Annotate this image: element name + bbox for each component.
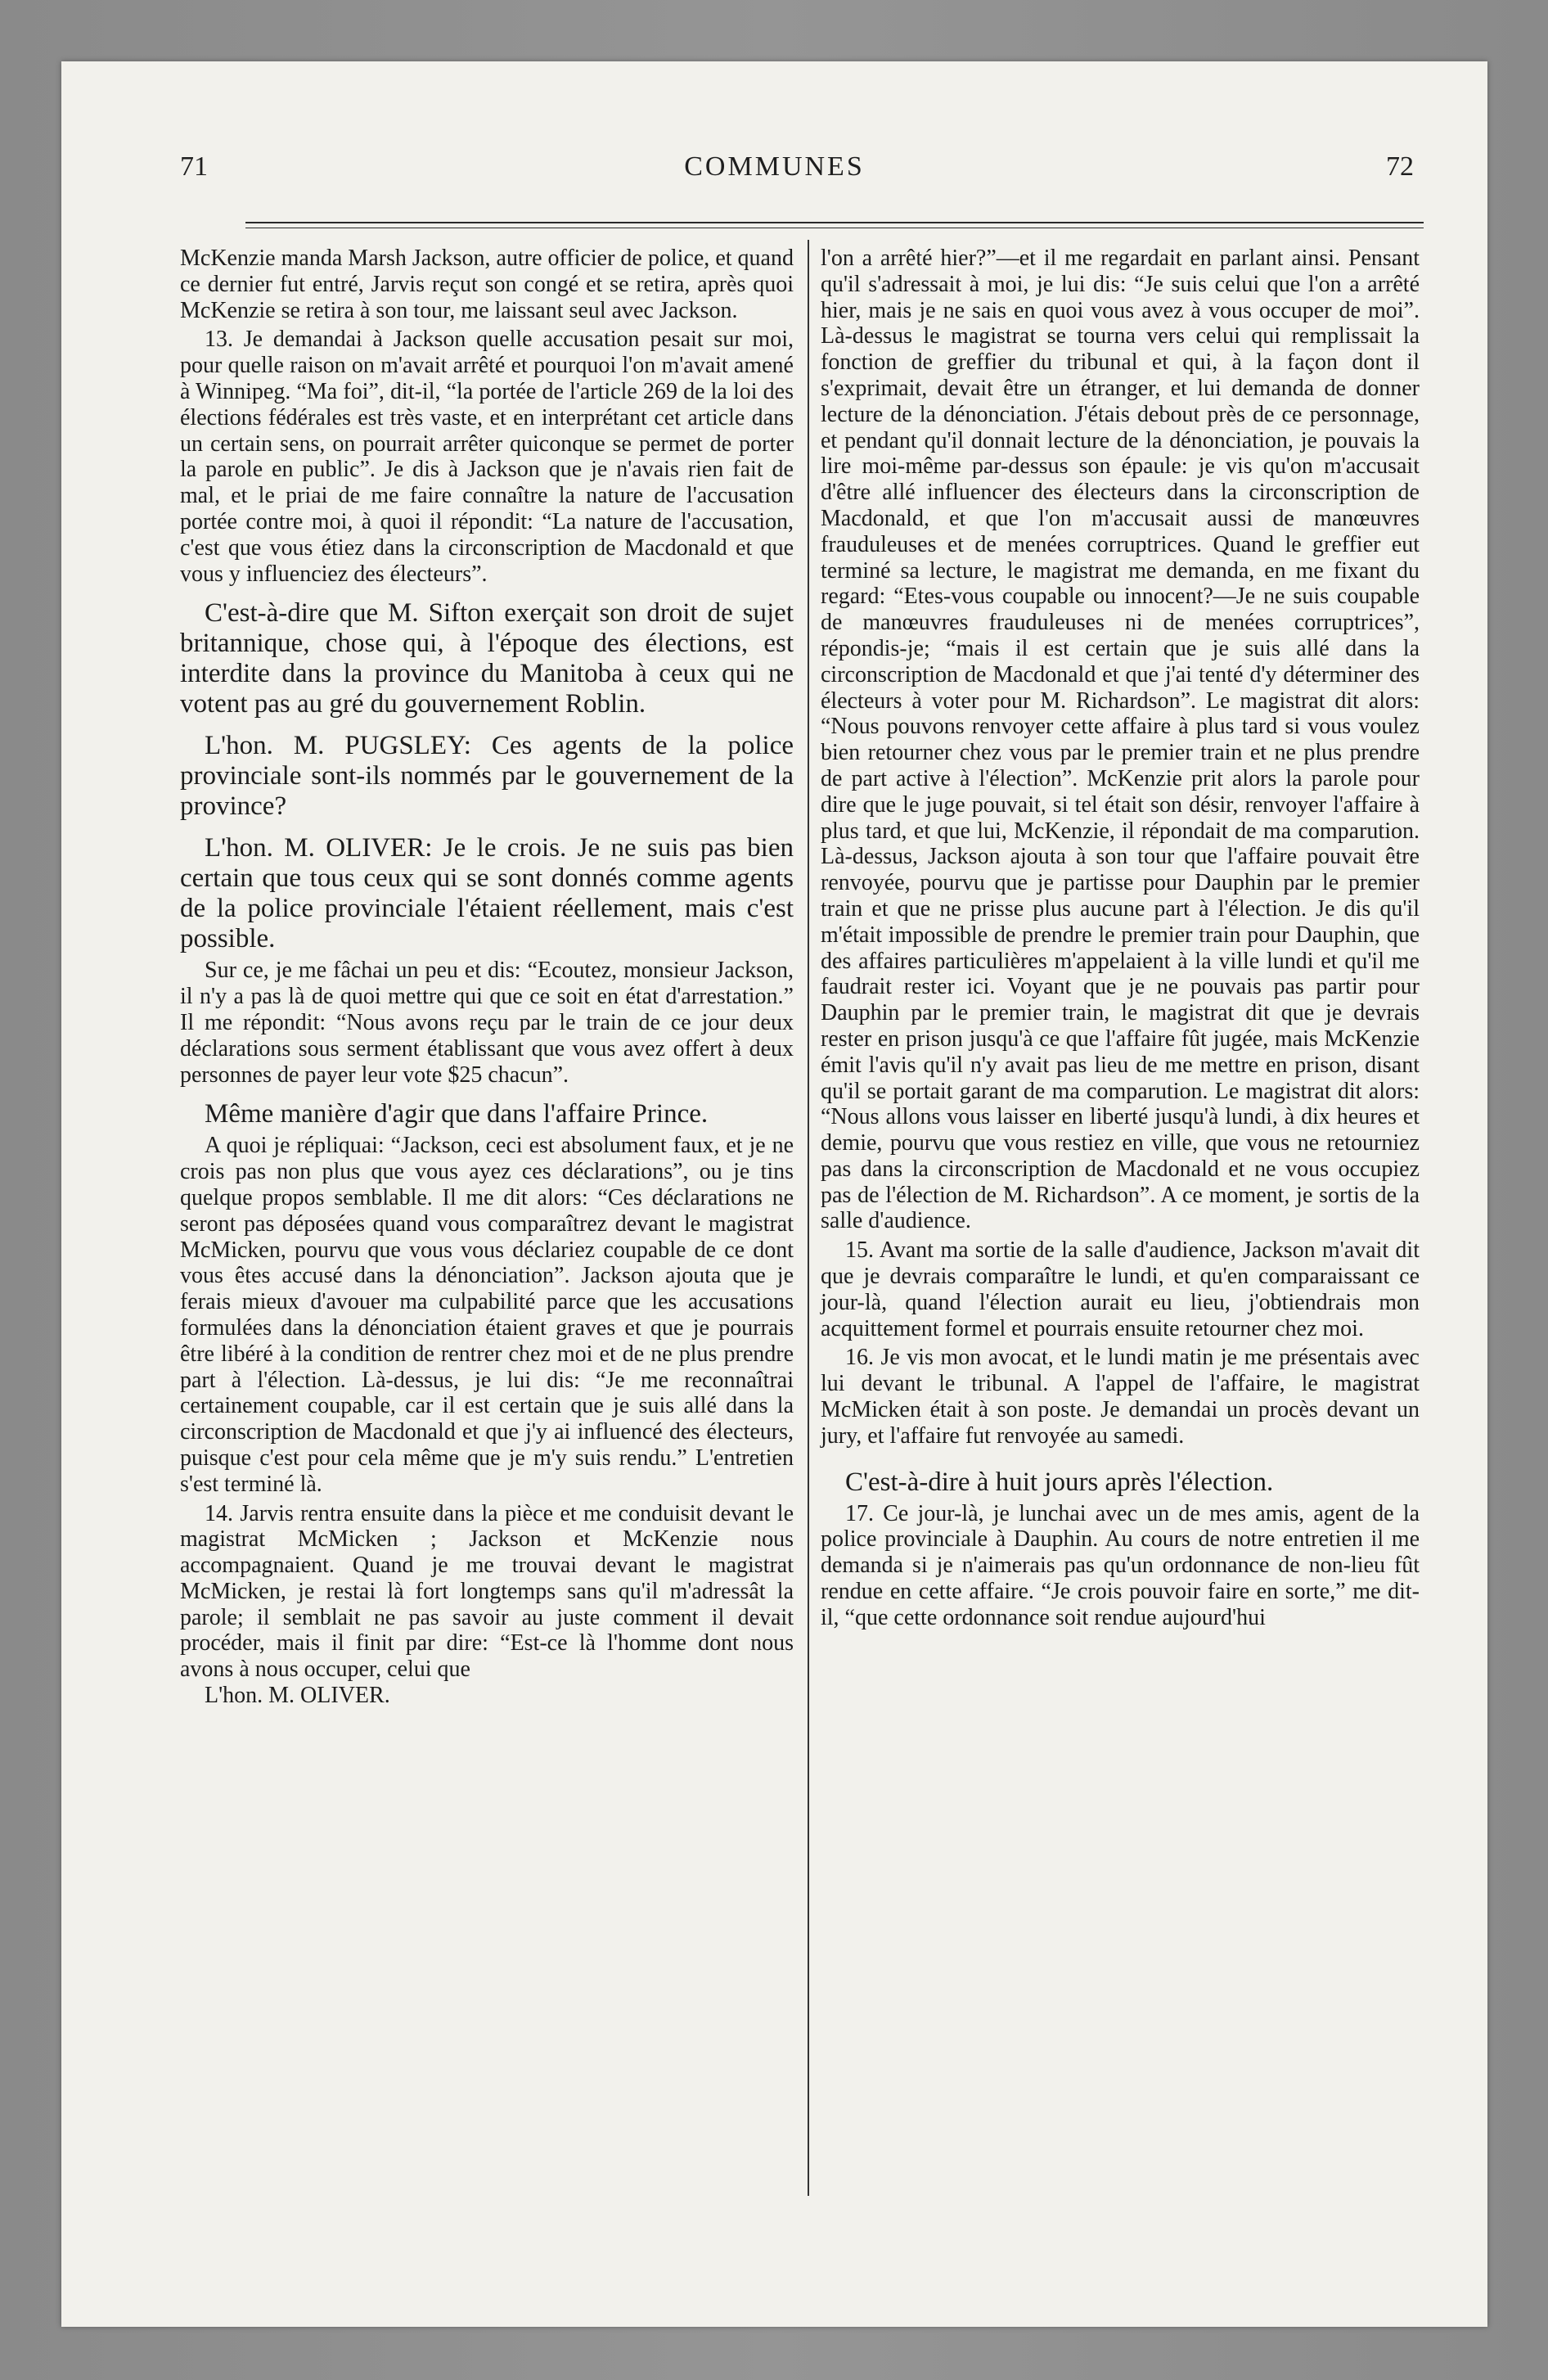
commentary-paragraph: C'est-à-dire à huit jours après l'élection. (845, 1467, 1274, 1497)
paragraph-14: 14. Jarvis rentra ensuite dans la pièce et me conduisit devant le magistrat McMicken ; Jackson et McKenzie nous accompagnaient. Quand je me trouvai devant le magistrat McMicken, je restai là fort longtemps sans qu'il m'adressât la parole; il semblait ne pas savoir au juste comment il devait procéder, mais il finit par dire: “Est-ce là l'homme dont nous avons à nous occuper, celui que (180, 1500, 794, 1683)
document-page (61, 61, 1487, 2327)
paragraph-15: 15. Avant ma sortie de la salle d'audience, Jackson m'avait dit que je devrais comparaître le lundi, et qu'en comparaissant ce jour-là, quand l'élection aurait eu lieu, j'obtiendrais mon acquittement formel et pourrais ensuite retourner chez moi. (821, 1237, 1420, 1341)
page-number-left: 71 (180, 151, 208, 182)
paragraph-13: 13. Je demandai à Jackson quelle accusation pesait sur moi, pour quelle raison on m'avait arrêté et pourquoi l'on m'avait amené à Winnipeg. “Ma foi”, dit-il, “la portée de l'article 269 de la loi des élections fédérales est très vaste, et en interprétant cet article dans un certain sens, on pourrait arrêter quiconque se permet de porter la parole en public”. Je dis à Jackson que je n'avais rien fait de mal, et le priai de me faire connaître la nature de l'accusation portée contre moi, à quoi il répondit: “La nature de l'accusation, c'est que vous étiez dans la circonscription de Macdonald et que vous y influenciez des électeurs”. (180, 327, 794, 587)
paragraph: McKenzie manda Marsh Jackson, autre officier de police, et quand ce dernier fut entré, Jarvis reçut son congé et se retira, après quoi McKenzie se retira à son tour, me laissant seul avec Jackson. (180, 246, 794, 323)
speaker-footer: L'hon. M. OLIVER. (205, 1683, 390, 1709)
left-column (180, 246, 794, 1709)
right-column (821, 246, 1420, 1631)
header-rule (245, 222, 1424, 223)
paragraph: l'on a arrêté hier?”—et il me regardait en parlant ainsi. Pensant qu'il s'adressait à moi, je lui dis: “Je suis celui que l'on a arrêté hier, mais je ne sais en quoi vous avez à vous occuper de moi”. Là-dessus le magistrat se tourna vers celui qui remplissait la fonction de greffier du tribunal et qui, à la façon dont il s'exprimait, devait être un étranger, et lui demanda de donner lecture de la dénonciation. J'étais debout près de ce personnage, et pendant qu'il donnait lecture de la dénonciation, je pouvais la lire moi-même par-dessus son épaule: je vis qu'on m'accusait d'être allé influencer des électeurs dans la circonscription de Macdonald, et que l'on m'accusait aussi de manœuvres frauduleuses et de menées corruptrices. Quand le greffier eut terminé sa lecture, le magistrat me demanda, en me fixant du regard: “Etes-vous coupable ou innocent?—Je ne suis coupable de manœuvres frauduleuses ni de menées corruptrices”, répondis-je; “mais il est certain que je suis allé dans la circonscription de Macdonald et que j'ai tenté d'y déterminer des électeurs à voter pour M. Richardson”. Le magistrat dit alors: “Nous pouvons renvoyer cette affaire à plus tard si vous voulez bien retourner chez vous par le premier train et ne plus prendre de part active à l'élection”. McKenzie prit alors la parole pour dire que le juge pouvait, si tel était son désir, renvoyer l'affaire à plus tard, et que lui, McKenzie, il répondait de ma comparution. Là-dessus, Jackson ajouta à son tour que l'affaire pouvait être renvoyée, pourvu que je partisse pour Dauphin par le premier train et que ne prisse plus aucune part à l'élection. Je dis qu'il m'était impossible de prendre le premier train pour Dauphin, que des affaires particulières m'appelaient à la ville lundi et qu'il me faudrait rester ici. Voyant que je ne pouvais pas partir pour Dauphin par le premier train, le magistrat dit que je devrais rester en prison jusqu'à ce que l'affaire fût jugée, mais McKenzie émit l'avis qu'il n'y avait pas lieu de me mettre en prison, disant qu'il se portait garant de ma comparution. Le magistrat dit alors: “Nous allons vous laisser en liberté jusqu'à lundi, à dix heures et demie, pourvu que vous restiez en ville, que vous ne retourniez pas dans la circonscription de Macdonald et ne vous occupiez pas de l'élection de M. Richardson”. A ce moment, je sortis de la salle d'audience. (821, 246, 1420, 1234)
column-divider (808, 240, 809, 2196)
paragraph-17: 17. Ce jour-là, je lunchai avec un de mes amis, agent de la police provinciale à Dauphin. Au cours de notre entretien il me demanda si je n'aimerais pas qu'un ordonnance de non-lieu fût rendue en cette affaire. “Je crois pouvoir faire en sorte,” me dit-il, “que cette ordonnance soit rendue aujourd'hui (821, 1500, 1420, 1630)
paragraph-16: 16. Je vis mon avocat, et le lundi matin je me présentais avec lui devant le tribunal. A l'appel de l'affaire, le magistrat McMicken était à son poste. Je demandai un procès devant un jury, et l'affaire fut renvoyée au samedi. (821, 1345, 1420, 1449)
speaker-oliver: L'hon. M. OLIVER: Je le crois. Je ne suis pas bien certain que tous ceux qui se sont donnés comme agents de la police provinciale l'étaient réellement, mais c'est possible. (180, 833, 794, 954)
page-number-right: 72 (1386, 151, 1414, 182)
commentary-paragraph: C'est-à-dire que M. Sifton exerçait son droit de sujet britannique, chose qui, à l'époque des élections, est interdite dans la province du Manitoba à ceux qui ne votent pas au gré du gouvernement Roblin. (180, 598, 794, 719)
speaker-pugsley: L'hon. M. PUGSLEY: Ces agents de la police provinciale sont-ils nommés par le gouvernement de la province? (180, 731, 794, 822)
paragraph: A quoi je répliquai: “Jackson, ceci est absolument faux, et je ne crois pas non plus que vous ayez ces déclarations”, ou je tins quelque propos semblable. Il me dit alors: “Ces déclarations ne seront pas déposées quand vous comparaîtrez devant le magistrat McMicken, pourvu que vous vous déclariez coupable de ce dont vous êtes accusé dans la dénonciation”. Jackson ajouta que je ferais mieux d'avouer ma culpabilité parce que les accusations formulées dans la dénonciation étaient graves et que je pourrais être libéré à la condition de rentrer chez moi et de ne plus prendre part à l'élection. Là-dessus, je lui dis: “Je me reconnaîtrai certainement coupable, car il est certain que je suis allé dans la circonscription de Macdonald et que j'y ai influencé des électeurs, puisque c'est pour cela même que je m'y suis rendu.” L'entretien s'est terminé là. (180, 1133, 794, 1497)
page-header (61, 151, 1487, 201)
paragraph: Sur ce, je me fâchai un peu et dis: “Ecoutez, monsieur Jackson, il n'y a pas là de quoi mettre qui que ce soit en état d'arrestation.” Il me répondit: “Nous avons reçu par le train de ce jour deux déclarations sous serment établissant que vous avez offert à deux personnes de payer leur vote $25 chacun”. (180, 958, 794, 1088)
running-title: COMMUNES (684, 151, 865, 182)
commentary-paragraph: Même manière d'agir que dans l'affaire Prince. (205, 1099, 709, 1129)
